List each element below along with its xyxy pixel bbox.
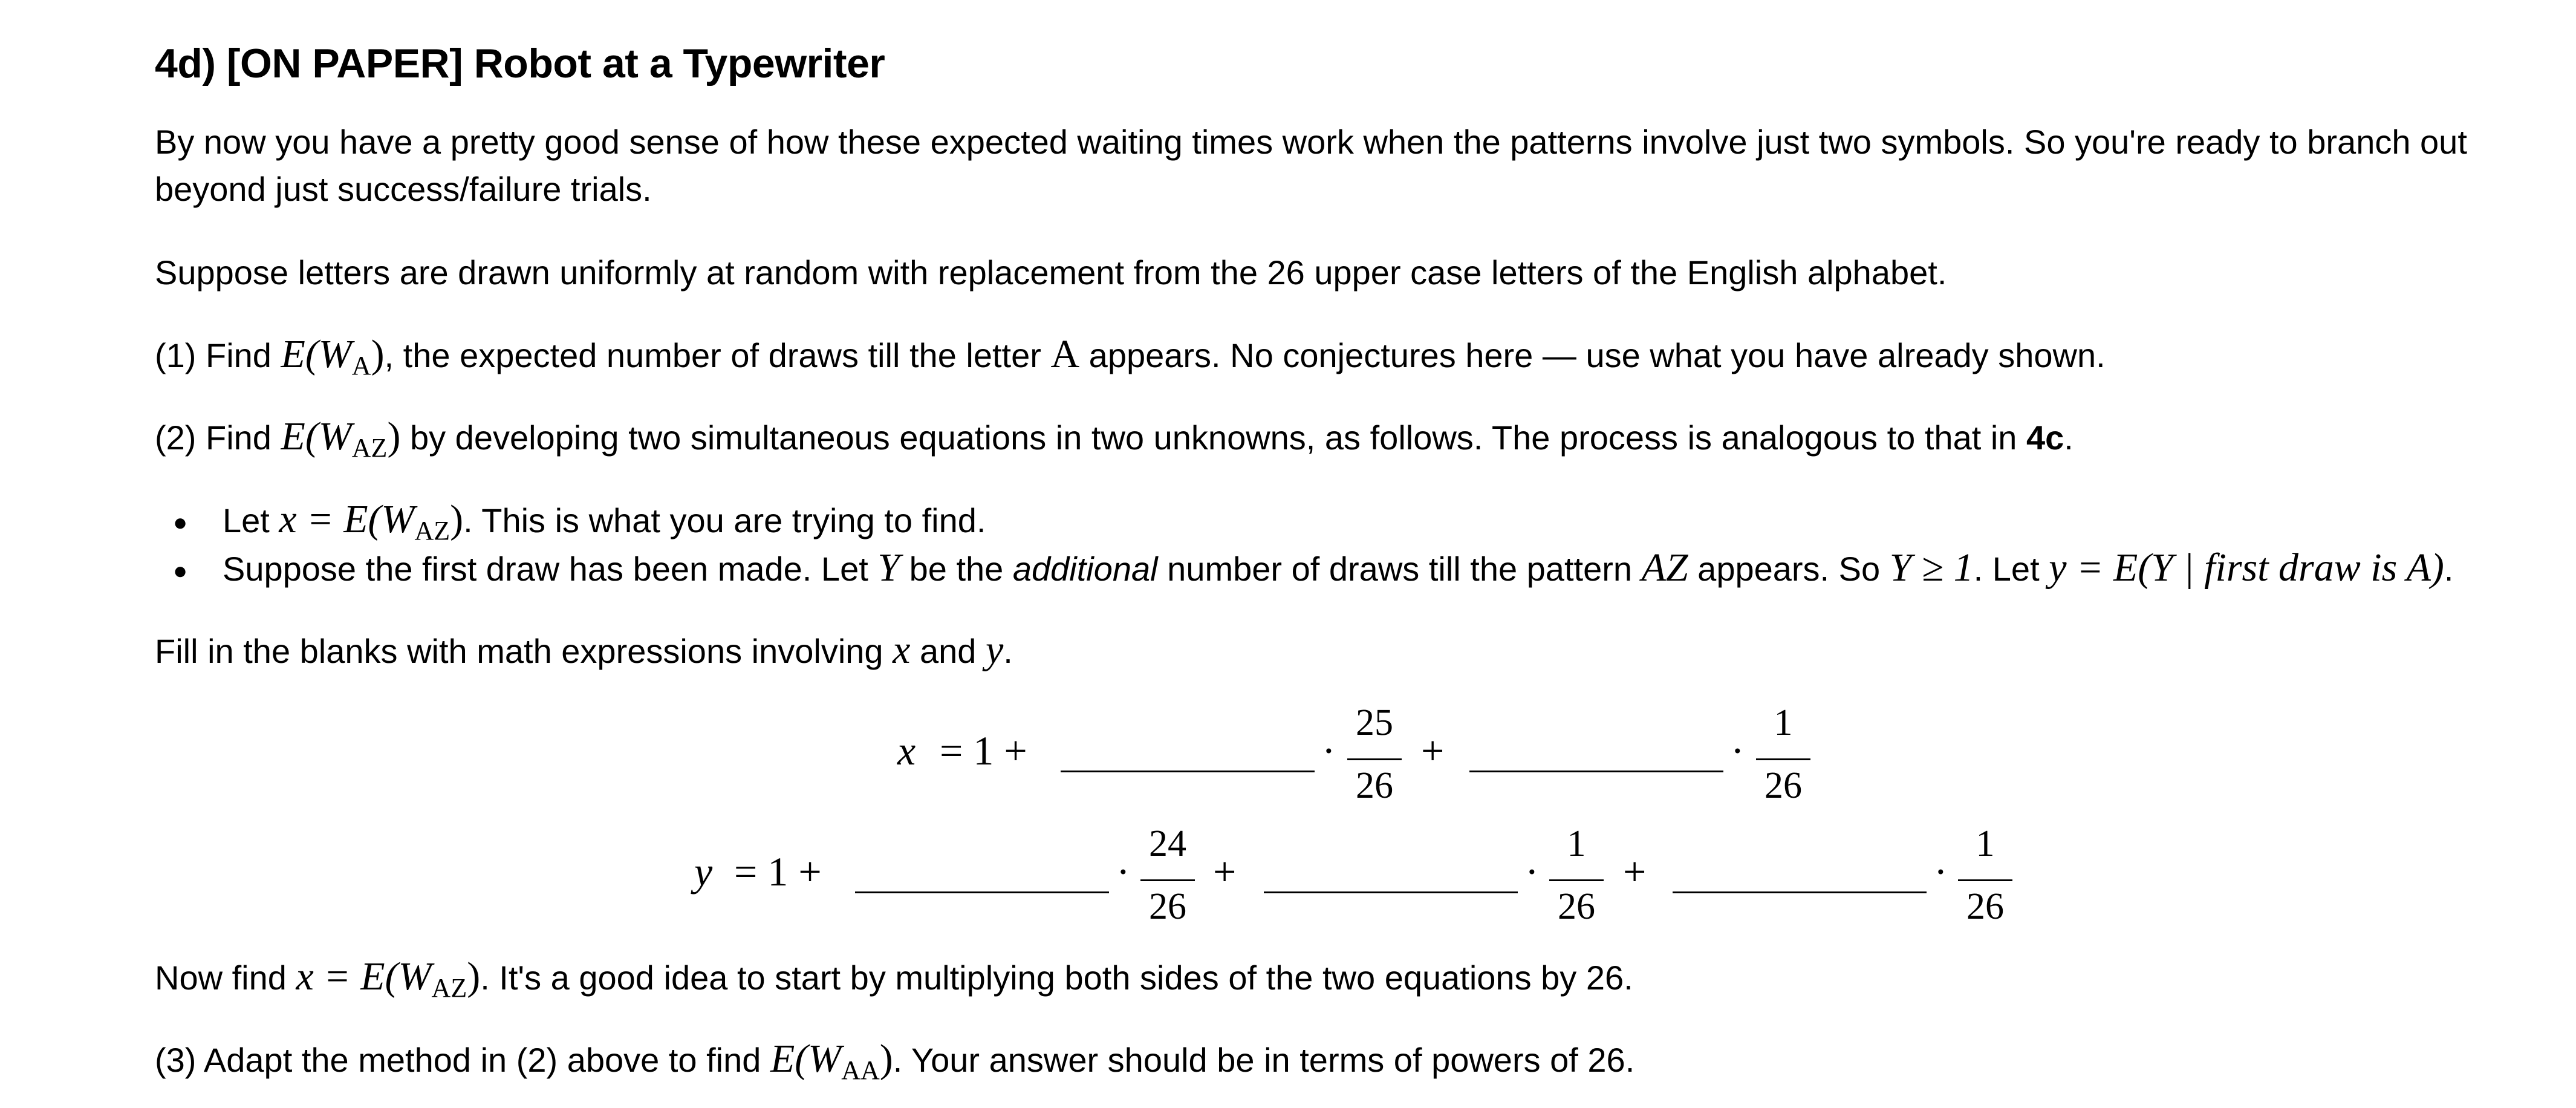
part-2-prefix: (2) Find bbox=[155, 419, 281, 457]
equation-x-dot-2: · bbox=[1731, 728, 1745, 774]
now-find-math-close: ) bbox=[467, 954, 481, 999]
equation-y-fraction-2 bbox=[1543, 823, 1610, 943]
part-1-math-sub: A bbox=[351, 351, 371, 380]
bullet-1-marker: ● bbox=[173, 509, 188, 536]
part-1-letter: A bbox=[1050, 332, 1080, 376]
bullet-2-text bbox=[223, 544, 2453, 593]
now-find-math bbox=[296, 954, 481, 1003]
equation-y-fraction-3-numerator: 1 bbox=[1976, 823, 1995, 864]
intro-line-1: By now you have a pretty good sense of how these expected waiting times work when the patterns involve just two symbols. So you're ready to branch out bbox=[155, 123, 2467, 161]
part-2-suffix: by developing two simultaneous equations in two unknowns, as follows. The process is analogous to that in bbox=[400, 419, 2026, 457]
equation-y-fraction-1-bar bbox=[1140, 879, 1195, 881]
equation-y-fraction-2-bar bbox=[1549, 879, 1604, 881]
intro-line-2: beyond just success/failure trials. bbox=[155, 170, 652, 208]
part-2-math-close: ) bbox=[387, 414, 401, 458]
equation-x-plus: + bbox=[1421, 728, 1445, 774]
bullet-2-marker: ● bbox=[173, 558, 188, 584]
equation-x-fraction-1-bar bbox=[1347, 758, 1402, 760]
equation-y-dot-2: · bbox=[1525, 849, 1539, 895]
equation-y-plus-1: + bbox=[1213, 849, 1237, 895]
part-1-suffix: appears. No conjectures here — use what you have already shown. bbox=[1079, 336, 2106, 374]
part-1-prefix: (1) Find bbox=[155, 336, 281, 374]
now-find-math-expr: x = E(W bbox=[296, 954, 432, 999]
part-3-math bbox=[770, 1037, 893, 1085]
equation-y-rhs-start: = 1 + bbox=[734, 849, 822, 895]
fill-in-and: and bbox=[910, 632, 986, 670]
equation-x-fraction-1 bbox=[1341, 702, 1408, 823]
fill-in-paragraph bbox=[155, 627, 1013, 675]
equation-x bbox=[0, 702, 2576, 823]
equation-x-fraction-2-bar bbox=[1756, 758, 1810, 760]
now-find-math-sub: AZ bbox=[431, 973, 467, 1003]
equation-x-blank-1[interactable] bbox=[1061, 771, 1315, 772]
part-2-paragraph bbox=[155, 413, 2073, 461]
fill-in-y: y bbox=[985, 628, 1004, 672]
bullet-2-inequality: Y ≥ 1 bbox=[1889, 546, 1974, 590]
equation-x-lhs: x bbox=[897, 728, 916, 774]
fill-in-prefix: Fill in the blanks with math expressions involving bbox=[155, 632, 893, 670]
bullet-2-additional: additional bbox=[1012, 550, 1158, 588]
equation-y-blank-3[interactable] bbox=[1673, 891, 1927, 893]
equation-y-fraction-3-denominator: 26 bbox=[1966, 886, 2004, 927]
now-find-prefix: Now find bbox=[155, 959, 296, 997]
equation-y-dot-1: · bbox=[1116, 849, 1130, 895]
bullet-2-let: . Let bbox=[1973, 550, 2049, 588]
bullet-1-text bbox=[223, 496, 986, 544]
part-1-math-expr: E(W bbox=[281, 332, 352, 376]
equation-x-dot-1: · bbox=[1322, 728, 1336, 774]
equation-x-rhs-start: = 1 + bbox=[940, 728, 1027, 774]
suppose-paragraph: Suppose letters are drawn uniformly at random with replacement from the 26 upper case letters of the English alphabet. bbox=[155, 253, 1947, 292]
equation-y-fraction-2-numerator: 1 bbox=[1567, 823, 1586, 864]
part-2-ref-4c: 4c bbox=[2026, 419, 2064, 457]
equation-y-fraction-1 bbox=[1134, 823, 1201, 943]
bullet-1-math-sub: AZ bbox=[414, 516, 450, 546]
bullet-2-middle: number of draws till the pattern bbox=[1157, 550, 1642, 588]
part-3-math-close: ) bbox=[879, 1037, 893, 1081]
part-3-prefix: (3) Adapt the method in (2) above to find bbox=[155, 1041, 770, 1079]
bullet-1-prefix: Let bbox=[223, 501, 279, 539]
now-find-paragraph bbox=[155, 953, 1633, 1002]
equation-y-blank-2[interactable] bbox=[1264, 891, 1518, 893]
bullet-1-suffix: . This is what you are trying to find. bbox=[463, 501, 986, 539]
equation-y-fraction-3-bar bbox=[1958, 879, 2012, 881]
bullet-2-end: . bbox=[2444, 550, 2454, 588]
part-3-paragraph bbox=[155, 1035, 1634, 1084]
bullet-2-pattern: AZ bbox=[1641, 546, 1688, 590]
equation-x-fraction-2 bbox=[1750, 702, 1817, 823]
bullet-2-be-the: be the bbox=[900, 550, 1013, 588]
now-find-suffix: . It's a good idea to start by multiplying both sides of the two equations by 26. bbox=[480, 959, 1633, 997]
part-2-math bbox=[281, 414, 401, 463]
part-2-math-sub: AZ bbox=[351, 433, 388, 463]
part-1-math bbox=[281, 332, 385, 380]
equation-y bbox=[0, 823, 2576, 943]
part-2-end: . bbox=[2064, 419, 2073, 457]
bullet-2-appears: appears. So bbox=[1688, 550, 1890, 588]
equation-y-fraction-1-denominator: 26 bbox=[1149, 886, 1186, 927]
equation-x-fraction-2-numerator: 1 bbox=[1774, 702, 1793, 743]
equation-y-lhs: y bbox=[694, 849, 713, 895]
part-3-math-sub: AA bbox=[841, 1055, 880, 1085]
equation-y-fraction-1-numerator: 24 bbox=[1149, 823, 1186, 864]
bullet-2-var-y: Y bbox=[877, 546, 900, 590]
bullet-1-math-expr: x = E(W bbox=[279, 497, 415, 541]
equation-y-dot-3: · bbox=[1934, 849, 1948, 895]
fill-in-x: x bbox=[893, 628, 911, 672]
equation-y-fraction-3 bbox=[1952, 823, 2018, 943]
equation-y-plus-2: + bbox=[1623, 849, 1647, 895]
bullet-2-y-definition: y = E(Y | first draw is A) bbox=[2049, 546, 2444, 590]
equation-x-fraction-2-denominator: 26 bbox=[1764, 765, 1802, 806]
equation-y-fraction-2-denominator: 26 bbox=[1558, 886, 1595, 927]
part-1-math-close: ) bbox=[371, 332, 385, 376]
part-3-math-expr: E(W bbox=[770, 1037, 842, 1081]
equation-x-fraction-1-denominator: 26 bbox=[1356, 765, 1393, 806]
part-1-paragraph bbox=[155, 331, 2106, 379]
equation-x-fraction-1-numerator: 25 bbox=[1356, 702, 1393, 743]
equation-y-blank-1[interactable] bbox=[855, 891, 1109, 893]
bullet-2-prefix: Suppose the first draw has been made. Let bbox=[223, 550, 878, 588]
part-2-math-expr: E(W bbox=[281, 414, 352, 458]
problem-title: 4d) [ON PAPER] Robot at a Typewriter bbox=[155, 41, 885, 86]
fill-in-end: . bbox=[1003, 632, 1013, 670]
bullet-1-math bbox=[279, 497, 464, 546]
equation-x-blank-2[interactable] bbox=[1469, 771, 1723, 772]
bullet-1-math-close: ) bbox=[450, 497, 464, 541]
part-1-middle: , the expected number of draws till the letter bbox=[384, 336, 1051, 374]
part-3-suffix: . Your answer should be in terms of powers of 26. bbox=[893, 1041, 1635, 1079]
